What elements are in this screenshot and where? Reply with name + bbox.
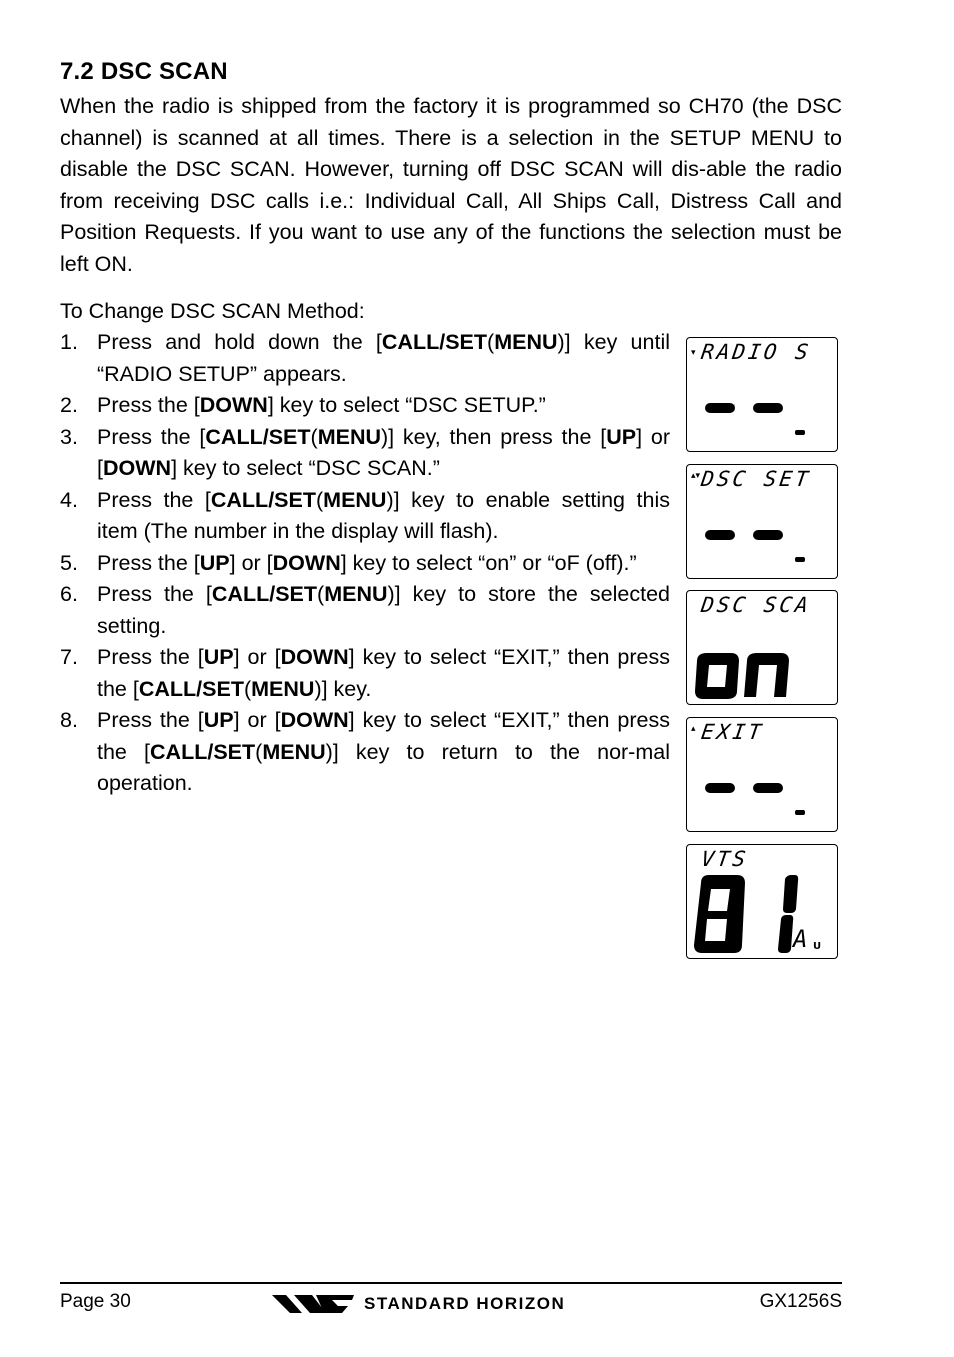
key-name: CALL/SET [211, 582, 318, 606]
step-text [97, 579, 670, 642]
step-text-part: Press the [ [97, 424, 206, 449]
key-name: CALL/SET [138, 676, 244, 701]
scroll-up-arrow-icon: ▴ [691, 723, 696, 733]
lcd-dashes [687, 465, 839, 580]
step-text-part: ] key to select “DSC SCAN.” [171, 456, 440, 480]
step-text-part: )] key. [314, 676, 372, 701]
lcd-label: VTS [699, 847, 750, 871]
step-text-part: ( [255, 739, 263, 764]
step-item [60, 705, 670, 800]
step-text-part: ( [317, 582, 325, 606]
key-name: UP [203, 645, 234, 669]
step-item [60, 422, 670, 485]
lcd-dashes [687, 718, 839, 833]
step-number: 5. [60, 550, 78, 575]
key-name: MENU [262, 739, 326, 764]
step-text-part: ] key to select “EXIT,” then press the [ [97, 708, 671, 764]
step-text-part: ] key to select “EXIT,” then press the [ [97, 645, 671, 701]
step-text-part: ( [243, 676, 252, 701]
step-number: 8. [60, 708, 78, 732]
step-text-part: ] or [ [229, 550, 273, 575]
standard-horizon-logo-icon [272, 1292, 356, 1316]
lcd-display-dsc-setup [686, 464, 838, 579]
intro-paragraph: When the radio is shipped from the factory it is programmed so CH70 (the DSC channel) is scanned at all times. There is a selection in the SETUP MENU to disable the DSC SCAN. However, turning off DSC SCAN will dis-able the radio from receiving DSC calls i.e.: Individual Call, All Ships Call, Distress Call and Position Requests. If you want to use any of the functions the selection must be left ON. [60, 94, 842, 276]
lcd-display-vts [686, 844, 838, 959]
step-item [60, 548, 670, 580]
step-text-part: Press the [ [97, 550, 200, 575]
step-text-part: ( [310, 424, 318, 449]
lcd-display-exit [686, 717, 838, 832]
footer-divider [60, 1282, 842, 1284]
page-number: Page 30 [60, 1291, 131, 1312]
step-number: 3. [60, 424, 78, 449]
key-name: DOWN [280, 708, 349, 732]
lcd-label: DSC SCA [699, 593, 813, 617]
key-name: MENU [494, 330, 558, 354]
step-text-part: ( [487, 330, 495, 354]
section-heading: 7.2 DSC SCAN [60, 58, 228, 85]
key-name: MENU [317, 424, 381, 449]
key-name: DOWN [102, 456, 172, 480]
lcd-suffix: A [793, 925, 808, 953]
steps-list [60, 327, 670, 800]
step-text-part: Press and hold down the [ [97, 330, 382, 354]
step-text [97, 705, 670, 800]
step-text [97, 642, 670, 705]
key-name: DOWN [199, 393, 268, 417]
step-text-part: Press the [ [97, 708, 204, 732]
key-name: CALL/SET [381, 330, 488, 354]
step-text-part: )] key to enable setting this item (The number in the display will flash). [97, 487, 670, 543]
lcd-display-dsc-scan [686, 590, 838, 705]
step-text-part: )] key to return to the nor-mal operation. [97, 739, 670, 795]
lcd-label: EXIT [699, 720, 766, 744]
step-item [60, 485, 670, 548]
step-text [97, 548, 670, 580]
step-text-part: ] or [ [233, 645, 281, 669]
lcd-value-on [687, 591, 839, 706]
step-text [97, 327, 670, 390]
lcd-sub: U [813, 941, 822, 952]
step-text-part: )] key to store the selected setting. [97, 582, 670, 638]
step-text-part: Press the [ [97, 645, 204, 669]
lcd-display-radio-setup [686, 337, 838, 452]
brand-logo [272, 1290, 565, 1318]
step-text-part: )] key, then press the [ [381, 424, 607, 449]
key-name: UP [199, 550, 230, 575]
step-text-part: ] or [ [97, 424, 670, 480]
step-text-part: ( [315, 487, 324, 512]
key-name: DOWN [272, 550, 341, 575]
key-name: MENU [324, 582, 388, 606]
scroll-down-arrow-icon: ▾ [691, 347, 696, 357]
key-name: CALL/SET [210, 487, 316, 512]
step-item [60, 327, 670, 390]
step-text-part: )] key until “RADIO SETUP” appears. [97, 330, 670, 386]
step-text [97, 390, 670, 422]
step-number: 1. [60, 330, 78, 354]
key-name: UP [203, 708, 234, 732]
key-name: MENU [251, 676, 315, 701]
step-item [60, 579, 670, 642]
key-name: UP [606, 424, 637, 449]
step-text-part: Press the [ [97, 582, 212, 606]
key-name: CALL/SET [205, 424, 311, 449]
procedure-title: To Change DSC SCAN Method: [60, 299, 365, 323]
step-text-part: ] key to select “DSC SETUP.” [267, 393, 546, 417]
lcd-label: RADIO S [699, 340, 813, 364]
step-number: 6. [60, 582, 78, 606]
key-name: MENU [323, 487, 387, 512]
step-text-part: Press the [ [97, 487, 211, 512]
step-text-part: ] key to select “on” or “oF (off).” [340, 550, 637, 575]
key-name: DOWN [280, 645, 349, 669]
step-item [60, 390, 670, 422]
step-text-part: Press the [ [97, 393, 200, 417]
step-number: 2. [60, 393, 78, 417]
step-text [97, 485, 670, 548]
step-item [60, 642, 670, 705]
step-number: 7. [60, 645, 78, 669]
key-name: CALL/SET [150, 739, 256, 764]
lcd-label: DSC SET [699, 467, 813, 491]
step-text [97, 422, 670, 485]
scroll-up-down-arrow-icon: ▴▾ [691, 470, 701, 480]
brand-name: STANDARD HORIZON [364, 1294, 566, 1313]
step-text-part: ] or [ [233, 708, 281, 732]
step-number: 4. [60, 487, 78, 512]
model-number: GX1256S [759, 1291, 842, 1312]
lcd-dashes [687, 338, 839, 453]
